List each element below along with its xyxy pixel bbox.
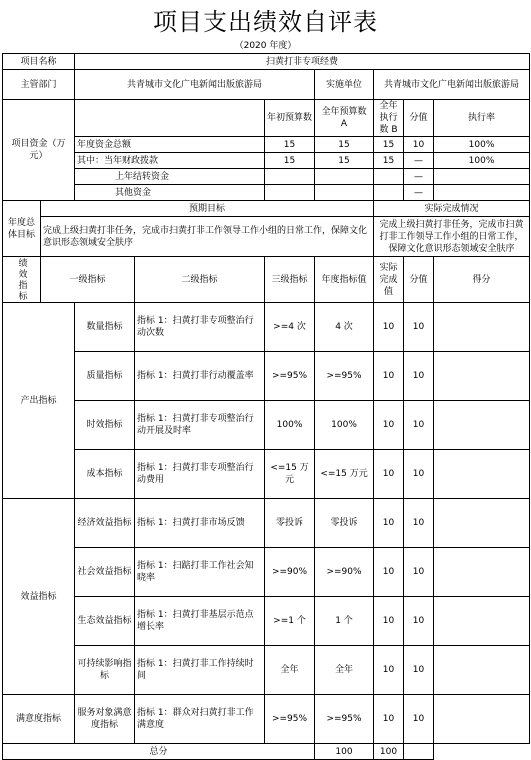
actual-value: 1 个 — [315, 597, 374, 646]
annual-target: >=4 次 — [265, 303, 315, 352]
funds-header-4: 执行率 — [434, 100, 530, 137]
funds-row-label: 其中：当年财政拨款 — [75, 153, 265, 169]
funds-header-3: 分值 — [404, 100, 434, 137]
level3-indicator: 指标 1：扫黄打非行动覆盖率 — [135, 352, 265, 401]
annual-target: >=95% — [265, 352, 315, 401]
funds-cell: 10 — [404, 137, 434, 153]
level3-indicator: 指标 1：扫黄打非专项整治行动次数 — [135, 303, 265, 352]
level3-indicator: 指标 1：扫踮打非工作社会知晓率 — [135, 548, 265, 597]
actual-value: >=95% — [315, 352, 374, 401]
got-value: 10 — [404, 499, 434, 548]
total-score: 100 — [315, 744, 374, 760]
funds-header-2: 全年执行数 B — [374, 100, 404, 137]
perf-header-6: 得分 — [434, 257, 530, 303]
score-value: 10 — [374, 646, 404, 695]
total-label: 总分 — [3, 744, 315, 760]
got-value: 10 — [404, 695, 434, 744]
deviation-note — [434, 450, 530, 499]
perf-header-1: 二级指标 — [135, 257, 265, 303]
level2-indicator: 生态效益指标 — [75, 597, 135, 646]
actual-value: 4 次 — [315, 303, 374, 352]
deviation-note — [434, 597, 530, 646]
funds-cell: 15 — [315, 153, 374, 169]
goal-plan-text: 完成上级扫黄打非任务，完成市扫黄打非工作领导工作小组的日常工作，保障文化意识形态领域安全肤序 — [41, 217, 374, 257]
deviation-note — [434, 401, 530, 450]
score-value: 10 — [374, 352, 404, 401]
funds-cell: 15 — [374, 153, 404, 169]
got-value: 10 — [404, 352, 434, 401]
funds-row-label: 其他资金 — [75, 185, 265, 201]
funds-cell: 15 — [265, 137, 315, 153]
actual-value: >=95% — [315, 695, 374, 744]
total-got: 100 — [374, 744, 404, 760]
annual-target: >=90% — [265, 548, 315, 597]
score-value: 10 — [374, 450, 404, 499]
goal-label: 年度总体目标 — [3, 201, 41, 257]
funds-cell: — — [404, 185, 434, 201]
annual-target: 全年 — [265, 646, 315, 695]
level2-indicator: 时效指标 — [75, 401, 135, 450]
funds-cell — [374, 169, 404, 185]
actual-value: 零投诉 — [315, 499, 374, 548]
perf-label: 绩效指标 — [3, 257, 41, 303]
funds-cell — [434, 185, 530, 201]
actual-value: 100% — [315, 401, 374, 450]
dept-value: 共青城市文化广电新闻出版旅游局 — [75, 70, 315, 100]
level3-indicator: 指标 1：群众对扫黄打非工作满意度 — [135, 695, 265, 744]
report-year: （2020 年度） — [234, 41, 297, 51]
funds-corner — [75, 100, 265, 137]
score-value: 10 — [374, 597, 404, 646]
goal-actual-header: 实际完成情况 — [374, 201, 530, 217]
performance-table — [2, 53, 530, 760]
funds-cell — [315, 169, 374, 185]
annual-target: >=1 个 — [265, 597, 315, 646]
score-value: 10 — [374, 548, 404, 597]
deviation-note — [434, 499, 530, 548]
funds-row-label: 上年结转资金 — [75, 169, 265, 185]
score-value: 10 — [374, 499, 404, 548]
funds-cell: 15 — [374, 137, 404, 153]
level2-indicator: 可持续影响指标 — [75, 646, 135, 695]
project-label: 项目名称 — [3, 54, 75, 70]
funds-cell: 15 — [265, 153, 315, 169]
deviation-note — [434, 548, 530, 597]
funds-cell: 15 — [315, 137, 374, 153]
level2-indicator: 数量指标 — [75, 303, 135, 352]
got-value: 10 — [404, 597, 434, 646]
perf-header-4: 实际完成值 — [374, 257, 404, 303]
funds-cell — [315, 185, 374, 201]
level2-indicator: 服务对象满意度指标 — [75, 695, 135, 744]
got-value: 10 — [404, 401, 434, 450]
annual-target: 零投诉 — [265, 499, 315, 548]
perf-header-0: 一级指标 — [41, 257, 135, 303]
actual-value: >=90% — [315, 548, 374, 597]
funds-cell — [265, 169, 315, 185]
level1-indicator: 产出指标 — [3, 303, 75, 499]
goal-actual-text: 完成上级扫黄打非任务，完成市扫黄打非工作领导工作小组的日常工作，保障文化意识形态领域安全肤序 — [374, 217, 530, 257]
total-note — [404, 744, 434, 760]
perf-header-2: 三级指标 — [265, 257, 315, 303]
actual-value: 全年 — [315, 646, 374, 695]
level3-indicator: 指标 1：扫黄打非专项整治行动开展及时率 — [135, 401, 265, 450]
funds-cell — [374, 185, 404, 201]
level2-indicator: 社会效益指标 — [75, 548, 135, 597]
score-value: 10 — [374, 303, 404, 352]
goal-plan-header: 预期目标 — [41, 201, 374, 217]
funds-row-label: 年度资金总额 — [75, 137, 265, 153]
score-value: 10 — [374, 401, 404, 450]
impl-value: 共青城市文化广电新闻出版旅游局 — [374, 70, 530, 100]
funds-cell: 100% — [434, 153, 530, 169]
dept-label: 主管部门 — [3, 70, 75, 100]
score-value: 10 — [374, 695, 404, 744]
funds-cell: 100% — [434, 137, 530, 153]
deviation-note — [434, 352, 530, 401]
got-value: 10 — [404, 548, 434, 597]
got-value: 10 — [404, 646, 434, 695]
level3-indicator: 指标 1：扫黄打非基层示范点增长率 — [135, 597, 265, 646]
level2-indicator: 质量指标 — [75, 352, 135, 401]
level2-indicator: 经济效益指标 — [75, 499, 135, 548]
impl-label: 实施单位 — [315, 70, 374, 100]
level3-indicator: 指标 1：扫黄打非市场反馈 — [135, 499, 265, 548]
deviation-note — [434, 646, 530, 695]
annual-target: 100% — [265, 401, 315, 450]
perf-header-5: 分值 — [404, 257, 434, 303]
annual-target: <=15 万元 — [265, 450, 315, 499]
level3-indicator: 指标 1：扫黄打非专项整治行动费用 — [135, 450, 265, 499]
level3-indicator: 指标 1：扫黄打非工作持续时间 — [135, 646, 265, 695]
perf-header-3: 年度指标值 — [315, 257, 374, 303]
report-title: 项目支出绩效自评表 — [153, 8, 378, 36]
level1-indicator: 效益指标 — [3, 499, 75, 695]
funds-header-0: 年初预算数 — [265, 100, 315, 137]
funds-cell — [434, 169, 530, 185]
funds-header-1: 全年预算数 A — [315, 100, 374, 137]
level1-indicator: 满意度指标 — [3, 695, 75, 744]
deviation-note — [434, 695, 530, 744]
annual-target: >=95% — [265, 695, 315, 744]
funds-cell — [265, 185, 315, 201]
funds-cell: — — [404, 153, 434, 169]
deviation-note — [434, 303, 530, 352]
project-value: 扫黄打非专项经费 — [75, 54, 530, 70]
got-value: 10 — [404, 450, 434, 499]
funds-cell: — — [404, 169, 434, 185]
got-value: 10 — [404, 303, 434, 352]
funds-label: 项目资金（万元） — [3, 100, 75, 201]
actual-value: <=15 万元 — [315, 450, 374, 499]
level2-indicator: 成本指标 — [75, 450, 135, 499]
